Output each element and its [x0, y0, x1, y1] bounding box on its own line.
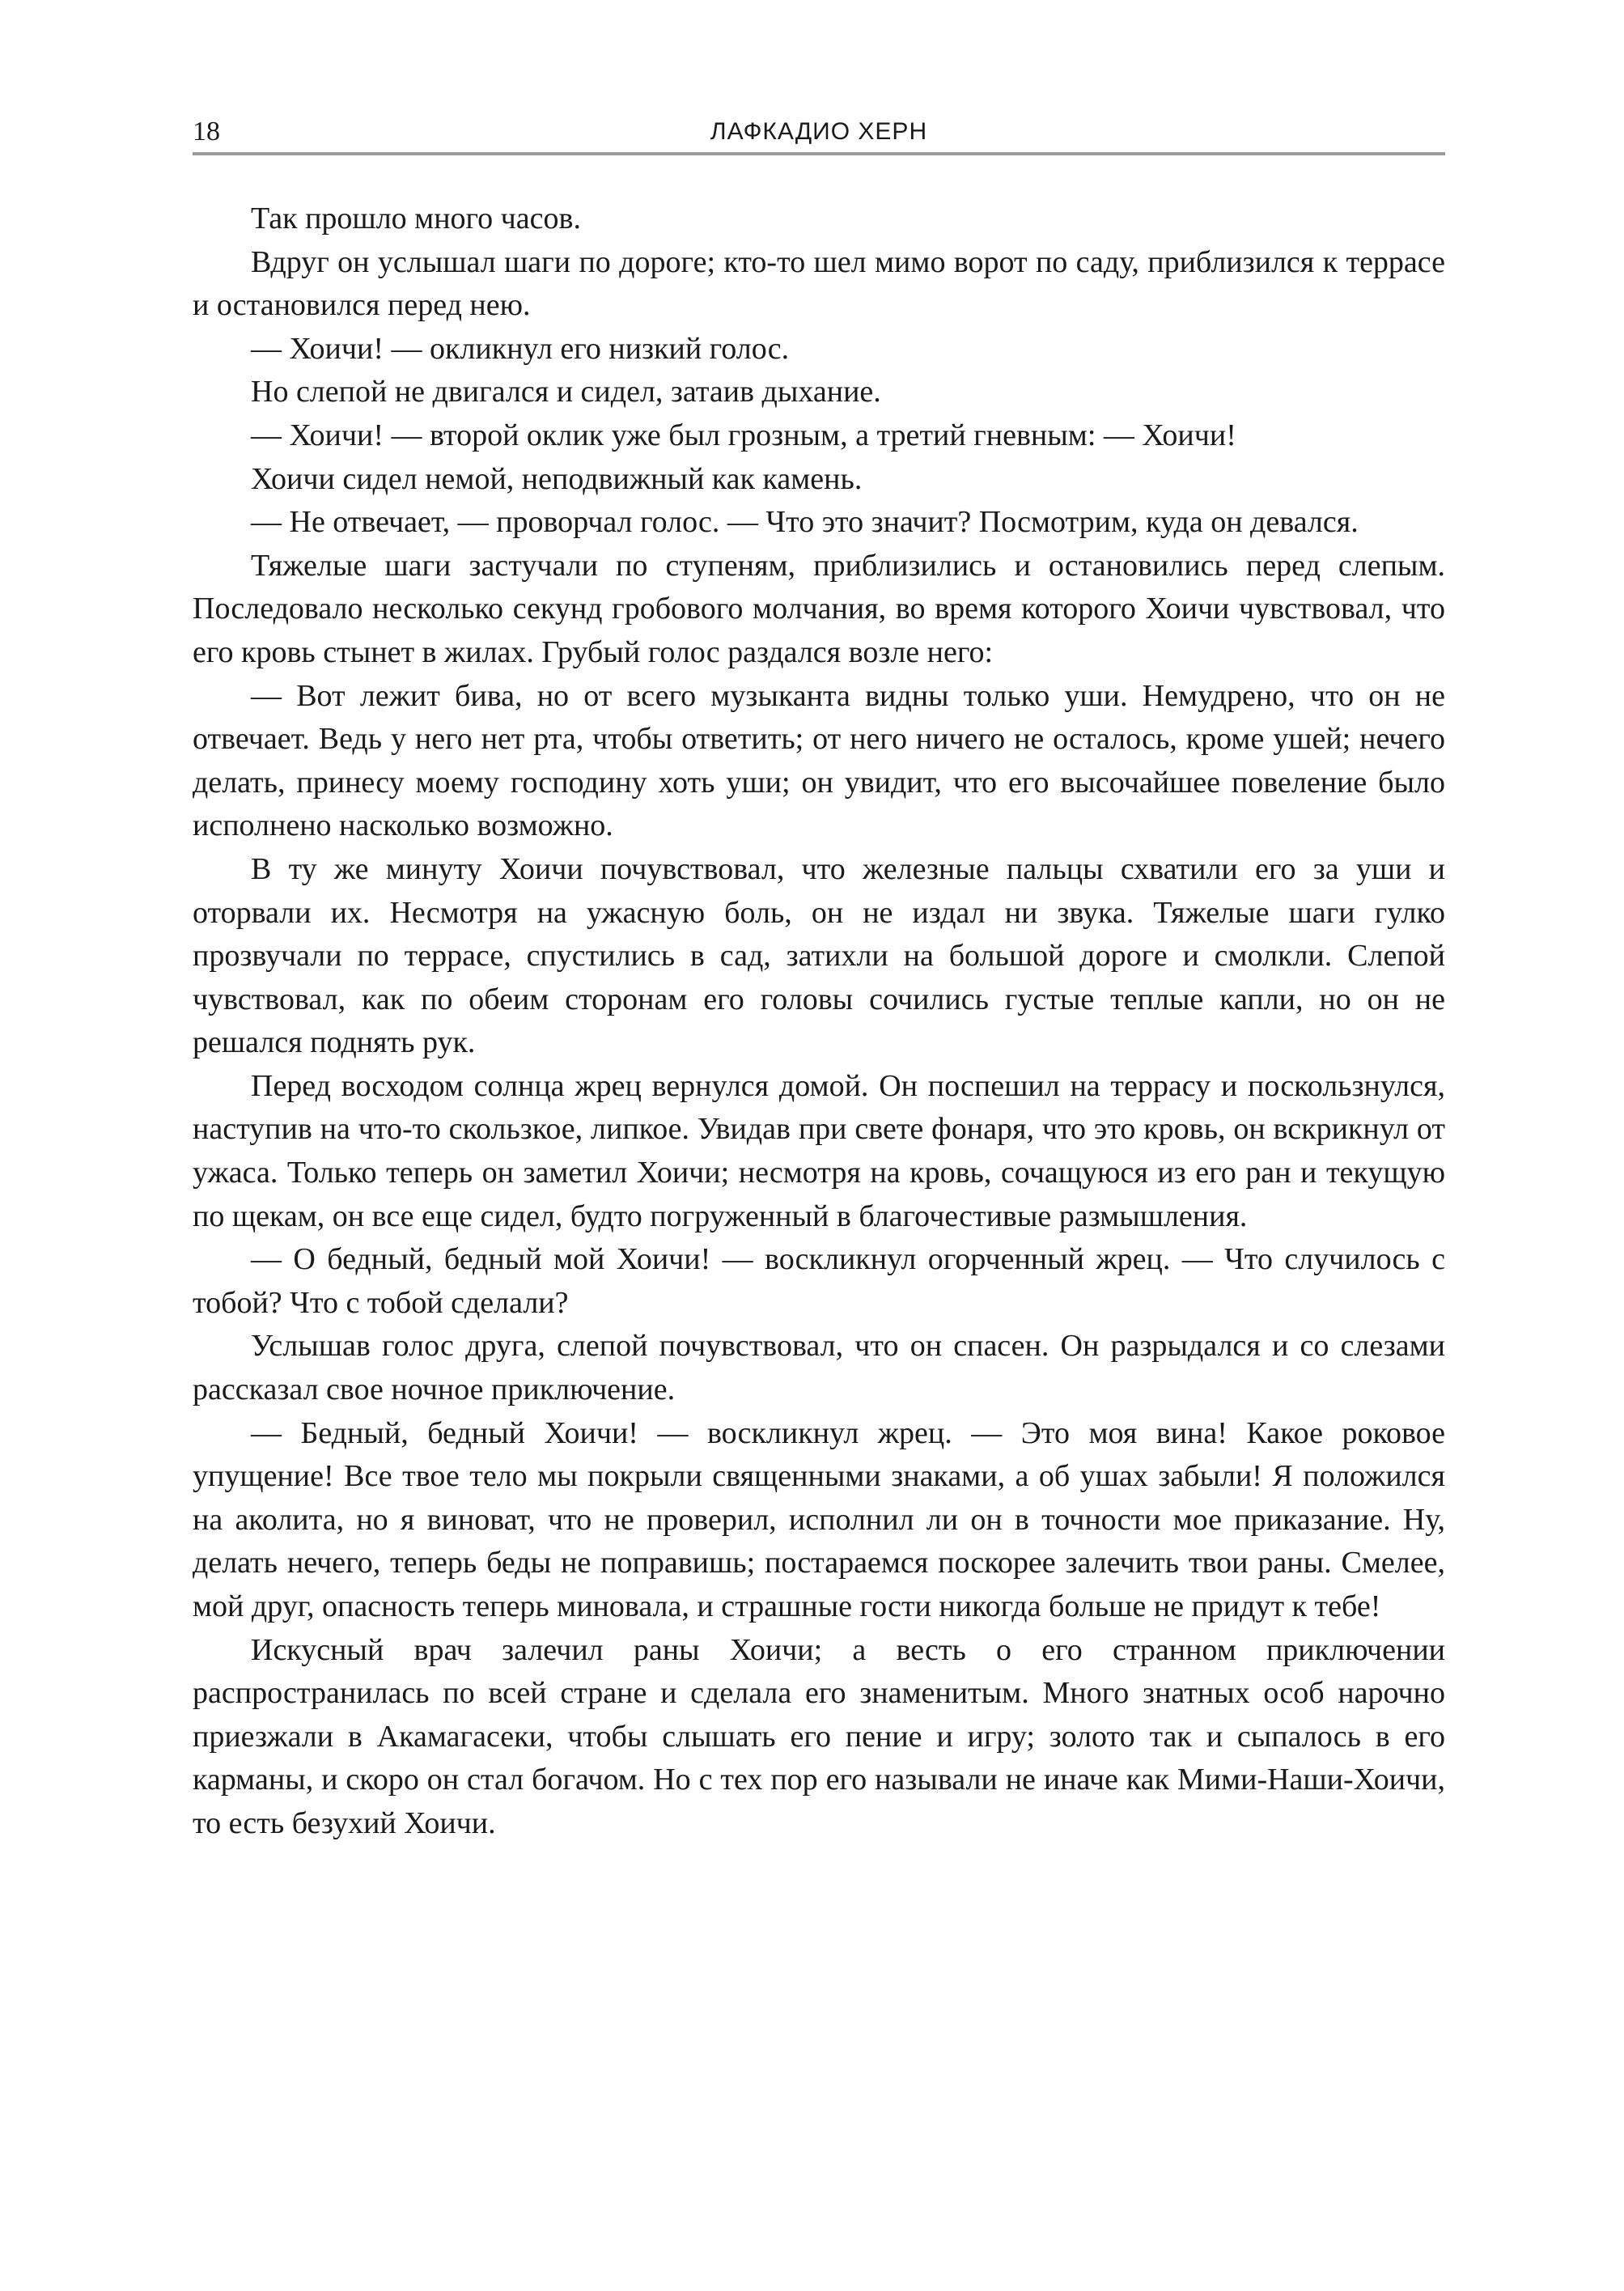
paragraph: Так прошло много часов.: [251, 202, 581, 235]
paragraph: — Вот лежит бива, но от всего музыканта видны только уши. Немудрено, что он не отвечает. Ведь у него нет рта, чтобы ответить; от него ничего не осталось, кроме ушей; нечего делать, принесу моему господину хоть уши; он увидит, что его высочайшее повеление было исполнено насколько возможно.: [193, 678, 1445, 843]
paragraph: В ту же минуту Хоичи почувствовал, что железные пальцы схватили его за уши и оторвали их. Несмотря на ужасную боль, он не издал ни звука. Тяжелые шаги гулко прозвучали по террасе, спустились в сад, затихли на большой дороге и смолкли. Слепой чувствовал, как по обеим сторонам его головы сочились густые теплые капли, но он не решался поднять рук.: [193, 851, 1445, 1060]
paragraph: Перед восходом солнца жрец вернулся домой. Он поспешил на террасу и поскользнулся, наступив на что-то скользкое, липкое. Увидав при свете фонаря, что это кровь, он вскрикнул от ужаса. Только теперь он заметил Хоичи; несмотря на кровь, сочащуюся из его ран и текущую по щекам, он все еще сидел, будто погруженный в благочестивые размышления.: [193, 1068, 1445, 1233]
paragraph: Тяжелые шаги застучали по ступеням, приблизились и остановились перед слепым. Последовало несколько секунд гробового молчания, во время которого Хоичи чувствовал, что его кровь стынет в жилах. Грубый голос раздался возле него:: [193, 548, 1445, 669]
paragraph: — Не отвечает, — проворчал голос. — Что это значит? Посмотрим, куда он девался.: [251, 505, 1359, 540]
header-rule: [193, 152, 1445, 155]
paragraph: Вдруг он услышал шаги по дороге; кто-то шел мимо ворот по саду, приблизился к террасе и остановился перед нею.: [193, 244, 1445, 323]
paragraph: Но слепой не двигался и сидел, затаив дыхание.: [251, 375, 881, 409]
page-number: 18: [193, 117, 220, 146]
paragraph: Искусный врач залечил раны Хоичи; а весть о его странном приключении распространилась по всей стране и сделала его знаменитым. Много знатных особ нарочно приезжали в Акамагасеки, чтобы слышать его пение и игру; золото так и сыпалось в его карманы, и скоро он стал богачом. Но с тех пор его называли не иначе как Мими-Наши-Хоичи, то есть безухий Хоичи.: [193, 1632, 1445, 1840]
running-head-author: ЛАФКАДИО ХЕРН: [710, 118, 928, 145]
paragraph: — Хоичи! — окликнул его низкий голос.: [251, 331, 790, 366]
paragraph: Хоичи сидел немой, неподвижный как камень.: [251, 461, 863, 496]
paragraph: — Хоичи! — второй оклик уже был грозным, а третий гневным: — Хоичи!: [251, 418, 1236, 452]
body-text: [193, 197, 1445, 1846]
running-head: [193, 112, 1445, 152]
paragraph: Услышав голос друга, слепой почувствовал, что он спасен. Он разрыдался и со слезами рассказал свое ночное приключение.: [193, 1329, 1445, 1407]
paragraph: — О бедный, бедный мой Хоичи! — воскликнул огорченный жрец. — Что случилось с тобой? Что с тобой сделали?: [193, 1242, 1445, 1320]
paragraph: — Бедный, бедный Хоичи! — воскликнул жрец. — Это моя вина! Какое роковое упущение! Все твое тело мы покрыли священными знаками, а об ушах забыли! Я положился на аколита, но я виноват, что не проверил, исполнил ли он в точности мое приказание. Ну, делать нечего, теперь беды не поправишь; постараемся поскорее залечить твои раны. Смелее, мой друг, опасность теперь миновала, и страшные гости никогда больше не придут к тебе!: [193, 1415, 1445, 1623]
